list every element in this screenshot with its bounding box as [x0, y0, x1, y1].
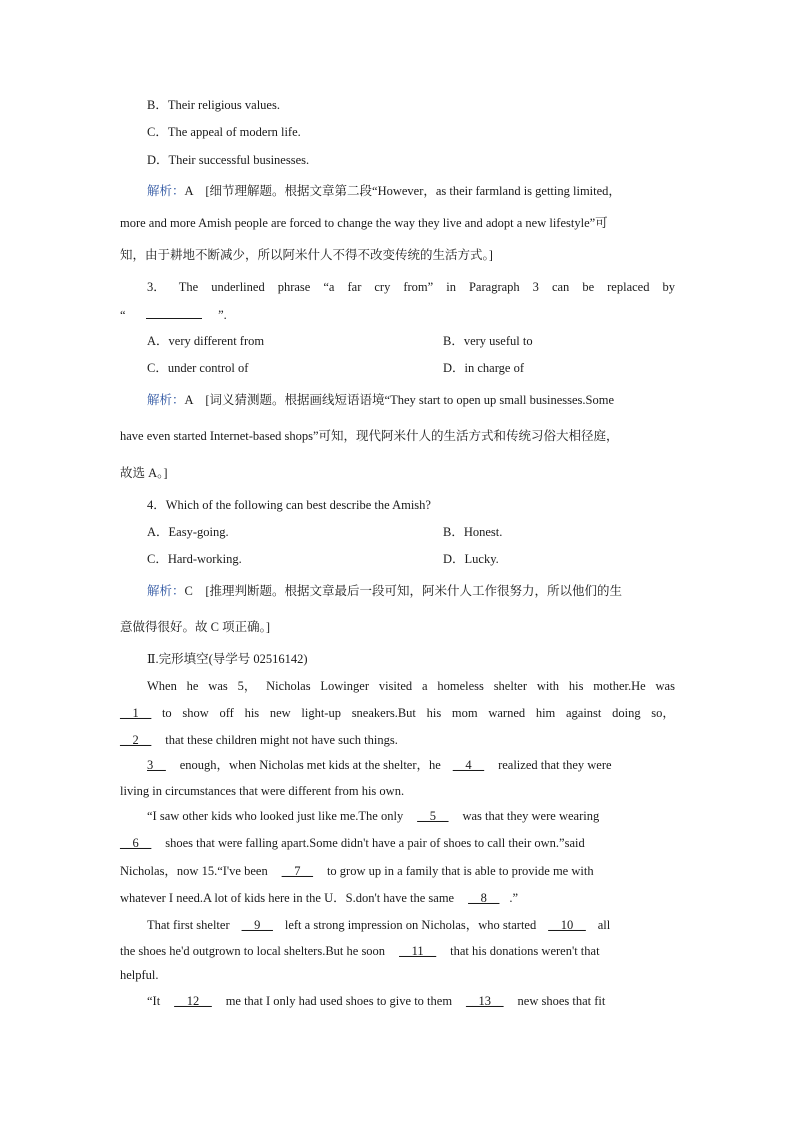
- word: “a: [323, 280, 335, 294]
- word: his: [568, 679, 584, 693]
- section-2-heading: Ⅱ.完形填空(导学号 02516142): [147, 652, 308, 666]
- word: 3: [532, 280, 539, 294]
- passage-p1-line-3: [120, 732, 398, 748]
- explanation-3-line-2: have even started Internet-based shops”可知，现代阿米什人的生活方式和传统习俗大相径庭，: [120, 429, 619, 443]
- q3-option-a: A．very different from: [147, 334, 265, 348]
- text: to grow up in a family that is able to provide me with: [326, 864, 594, 878]
- text: That first shelter: [147, 918, 230, 932]
- word: 3．: [147, 280, 166, 294]
- word: a: [421, 679, 428, 693]
- question-3-blank-line: [120, 306, 227, 323]
- word: mother.He: [593, 679, 646, 693]
- text: that his donations weren't that: [450, 944, 600, 958]
- explanation-label: 解析：: [147, 184, 185, 198]
- word: Nicholas: [266, 679, 311, 693]
- q4-option-d: D．Lucky.: [443, 552, 499, 566]
- explanation-4-text: C [推理判断题。根据文章最后一段可知，阿米什人工作很努力，所以他们的生: [184, 584, 623, 598]
- text: was that they were wearing: [462, 809, 600, 823]
- q2-option-b: B．Their religious values.: [147, 98, 280, 112]
- word: in: [446, 280, 456, 294]
- word: cry: [374, 280, 391, 294]
- question-4-stem: 4．Which of the following can best describe the Amish?: [147, 498, 431, 512]
- explanation-2-line-1: [147, 183, 621, 199]
- passage-p5-line-1: [147, 993, 605, 1009]
- explanation-3-line-1: [147, 392, 614, 408]
- blank-3: 3__: [147, 758, 166, 772]
- word: homeless: [437, 679, 484, 693]
- passage-p4-line-2: [120, 943, 600, 959]
- word: against: [565, 706, 602, 720]
- text: the shoes he'd outgrown to local shelters.But he soon: [120, 944, 386, 958]
- word: shelter: [493, 679, 528, 693]
- word: his: [244, 706, 260, 720]
- word: off: [219, 706, 234, 720]
- blank-7: __7__: [281, 864, 313, 878]
- word: underlined: [211, 280, 265, 294]
- text: “It: [147, 994, 161, 1008]
- word: so，: [651, 706, 675, 720]
- blank-8: __8__: [468, 891, 500, 905]
- text: Nicholas，now 15.“I've been: [120, 864, 268, 878]
- passage-p3-line-3: [120, 863, 594, 879]
- explanation-4-line-2: 意做得很好。故 C 项正确。]: [120, 620, 271, 634]
- passage-p4-line-3: helpful.: [120, 968, 159, 982]
- explanation-label: 解析：: [147, 393, 185, 407]
- q3-option-b: B．very useful to: [443, 334, 533, 348]
- open-quote: “: [120, 308, 126, 322]
- word: warned: [488, 706, 526, 720]
- q4-option-c: C．Hard-working.: [147, 552, 242, 566]
- answer-blank: [146, 306, 202, 319]
- word: from”: [403, 280, 434, 294]
- word: new: [269, 706, 291, 720]
- word: sneakers.But: [351, 706, 416, 720]
- text: realized that they were: [498, 758, 612, 772]
- word: by: [662, 280, 675, 294]
- blank-10: __10__: [548, 918, 586, 932]
- blank-6: __6__: [120, 836, 152, 850]
- word: was: [655, 679, 675, 693]
- blank-4: __4__: [452, 758, 485, 772]
- word: replaced: [607, 280, 650, 294]
- explanation-label: 解析：: [147, 584, 185, 598]
- text: new shoes that fit: [517, 994, 606, 1008]
- q2-option-d: D．Their successful businesses.: [147, 153, 310, 167]
- text: left a strong impression on Nicholas，who started: [284, 918, 537, 932]
- blank-13: __13__: [466, 994, 504, 1008]
- word: Lowinger: [320, 679, 369, 693]
- explanation-3-line-3: 故选 A。]: [120, 466, 168, 480]
- text: whatever I need.A lot of kids here in the U．S.don't have the same: [120, 891, 455, 905]
- blank-9: __9__: [241, 918, 273, 932]
- blank-11: __11__: [399, 944, 437, 958]
- blank-5: __5__: [417, 809, 449, 823]
- text: all: [597, 918, 611, 932]
- blank-2: __2__: [120, 733, 152, 747]
- text: enough，when Nicholas met kids at the shelter，he: [179, 758, 441, 772]
- explanation-2-line-2: more and more Amish people are forced to change the way they live and adopt a new lifestyle”可: [120, 216, 608, 230]
- word: far: [347, 280, 362, 294]
- word: to: [161, 706, 172, 720]
- question-3-stem: [147, 279, 675, 295]
- blank-1: __1__: [120, 706, 152, 720]
- word: his: [426, 706, 442, 720]
- word: show: [182, 706, 209, 720]
- passage-p1-line-2: [120, 705, 675, 721]
- word: him: [535, 706, 556, 720]
- passage-p3-line-1: [147, 808, 599, 824]
- passage-p2-line-2: living in circumstances that were different from his own.: [120, 784, 405, 798]
- word: he: [186, 679, 199, 693]
- blank-12: __12__: [174, 994, 212, 1008]
- q4-option-a: A．Easy-going.: [147, 525, 229, 539]
- text: that these children might not have such things.: [165, 733, 398, 747]
- word: be: [582, 280, 595, 294]
- text: shoes that were falling apart.Some didn't have a pair of shoes to call their own.”said: [165, 836, 585, 850]
- passage-p2-line-1: [147, 757, 612, 773]
- explanation-2-text: A [细节理解题。根据文章第二段“However，as their farmland is getting limited，: [184, 184, 621, 198]
- word: with: [536, 679, 560, 693]
- text: “I saw other kids who looked just like me.The only: [147, 809, 404, 823]
- close-quote: ”.: [218, 308, 227, 322]
- passage-p1-line-1: [147, 678, 675, 694]
- q3-option-c: C．under control of: [147, 361, 249, 375]
- text: me that I only had used shoes to give to them: [225, 994, 453, 1008]
- explanation-4-line-1: [147, 583, 622, 599]
- word: 5，: [237, 679, 257, 693]
- explanation-2-line-3: 知，由于耕地不断减少，所以阿米什人不得不改变传统的生活方式。]: [120, 248, 493, 262]
- text: .”: [509, 891, 519, 905]
- q2-option-c: C．The appeal of modern life.: [147, 125, 301, 139]
- word: The: [178, 280, 199, 294]
- word: When: [147, 679, 177, 693]
- q3-option-d: D．in charge of: [443, 361, 524, 375]
- word: visited: [378, 679, 413, 693]
- word: can: [551, 280, 570, 294]
- q4-option-b: B．Honest.: [443, 525, 503, 539]
- word: light-up: [301, 706, 341, 720]
- word: was: [208, 679, 228, 693]
- word: phrase: [277, 280, 311, 294]
- explanation-3-text: A [词义猜测题。根据画线短语语境“They start to open up small businesses.Some: [184, 393, 614, 407]
- word: Paragraph: [468, 280, 520, 294]
- passage-p4-line-1: [147, 917, 610, 933]
- passage-p3-line-2: [120, 835, 585, 851]
- passage-p3-line-4: [120, 890, 518, 906]
- word: doing: [612, 706, 641, 720]
- word: mom: [451, 706, 478, 720]
